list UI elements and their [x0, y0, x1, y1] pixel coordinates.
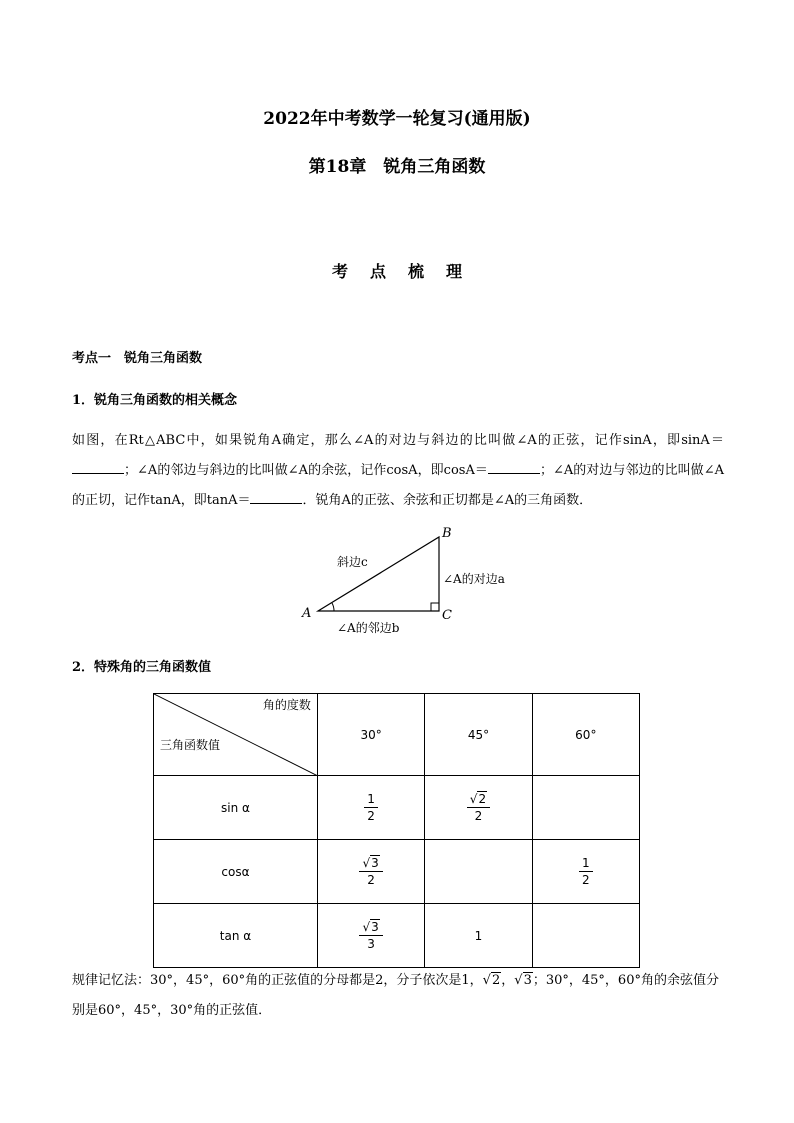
adjacent-side-label: ∠A的邻边b: [337, 621, 400, 635]
sqrt-symbol: √2: [482, 973, 501, 988]
radicand: 2: [478, 792, 487, 806]
fraction: [579, 855, 593, 888]
fraction: [359, 919, 382, 952]
denominator: 3: [367, 937, 375, 951]
vertex-b-label: B: [442, 526, 452, 541]
denominator: 2: [474, 809, 483, 823]
radicand: 3: [371, 920, 379, 934]
vertex-c-label: C: [442, 608, 452, 623]
cell-cos-45[interactable]: [425, 840, 532, 904]
sqrt-symbol: √3: [362, 856, 379, 870]
header-angle-45: 45°: [425, 694, 532, 776]
row-label-tan: tan α: [154, 904, 318, 968]
right-triangle-diagram: [290, 520, 540, 640]
cell-sin-30: [317, 776, 424, 840]
table-corner-cell: [154, 694, 318, 776]
numerator: [359, 919, 382, 936]
chapter-title: 第18章 锐角三角函数: [308, 157, 486, 177]
fraction: [364, 791, 378, 824]
definition-text-b: ；∠A的邻边与斜边的比叫做∠A的余弦，记作cosA，即cosA＝: [124, 463, 488, 478]
cell-cos-60: [532, 840, 639, 904]
denominator: 2: [367, 873, 375, 887]
topic-heading: 考点一 锐角三角函数: [72, 351, 203, 366]
definition-paragraph: [72, 426, 724, 516]
denominator: 2: [581, 873, 590, 887]
separator: ，: [501, 973, 515, 988]
fraction: [359, 855, 382, 888]
header-angle-30: 30°: [317, 694, 424, 776]
numerator: [467, 791, 490, 808]
sqrt-symbol: √3: [514, 973, 532, 988]
cell-tan-45: 1: [425, 904, 532, 968]
cell-tan-60[interactable]: [532, 904, 639, 968]
radicand: 2: [491, 973, 501, 988]
sqrt-symbol: √3: [362, 920, 379, 934]
radicand: 3: [523, 973, 532, 988]
fraction: [467, 791, 490, 824]
definition-text-c: ；∠A的对边与邻边的比叫做∠A的正切，记作tanA，即tanA＝: [72, 463, 724, 508]
document-title: 2022年中考数学一轮复习(通用版): [263, 109, 531, 129]
subtopic-heading-2: 2．特殊角的三角函数值: [72, 660, 212, 675]
angle-a-arc: [332, 603, 334, 611]
cell-cos-30: [317, 840, 424, 904]
table-row-cos: [154, 840, 640, 904]
special-angles-table: [153, 693, 640, 968]
section-title: 考点梳理: [331, 262, 484, 281]
row-label-sin: sin α: [154, 776, 318, 840]
radicand: 3: [371, 856, 379, 870]
subtopic-heading-1: 1．锐角三角函数的相关概念: [72, 393, 238, 408]
answer-blank-cos[interactable]: [488, 459, 540, 474]
denominator: 2: [367, 809, 375, 823]
table-row-sin: [154, 776, 640, 840]
numerator: 1: [364, 791, 378, 808]
memory-tip-text-a: 规律记忆法：30°，45°，60°角的正弦值的分母都是2，分子依次是1，: [72, 973, 483, 988]
header-angle-60: 60°: [532, 694, 639, 776]
cell-sin-60[interactable]: [532, 776, 639, 840]
answer-blank-tan[interactable]: [250, 489, 302, 504]
corner-label-function: 三角函数值: [160, 738, 221, 752]
numerator: 1: [579, 855, 593, 872]
corner-label-angle: 角的度数: [262, 698, 311, 712]
triangle-shape: [318, 537, 439, 611]
hypotenuse-label: 斜边c: [337, 555, 368, 569]
cell-sin-45: [425, 776, 532, 840]
sqrt-symbol: √2: [469, 792, 487, 806]
memory-tip-paragraph: [72, 966, 724, 1026]
opposite-side-label: ∠A的对边a: [443, 572, 505, 586]
memory-tip-text-b: ；30°，45°，60°角的余弦值分别是60°，45°，30°角的正弦值．: [72, 973, 719, 1018]
definition-text-a: 如图，在Rt△ABC中，如果锐角A确定，那么∠A的对边与斜边的比叫做∠A的正弦，记作sinA，即sinA＝: [72, 433, 724, 448]
vertex-a-label: A: [302, 606, 312, 621]
row-label-cos: cosα: [154, 840, 318, 904]
table-row-tan: [154, 904, 640, 968]
numerator: [359, 855, 382, 872]
cell-tan-30: [317, 904, 424, 968]
answer-blank-sin[interactable]: [72, 459, 124, 474]
definition-text-d: ．锐角A的正弦、余弦和正切都是∠A的三角函数．: [302, 493, 593, 508]
right-angle-mark: [431, 603, 439, 611]
